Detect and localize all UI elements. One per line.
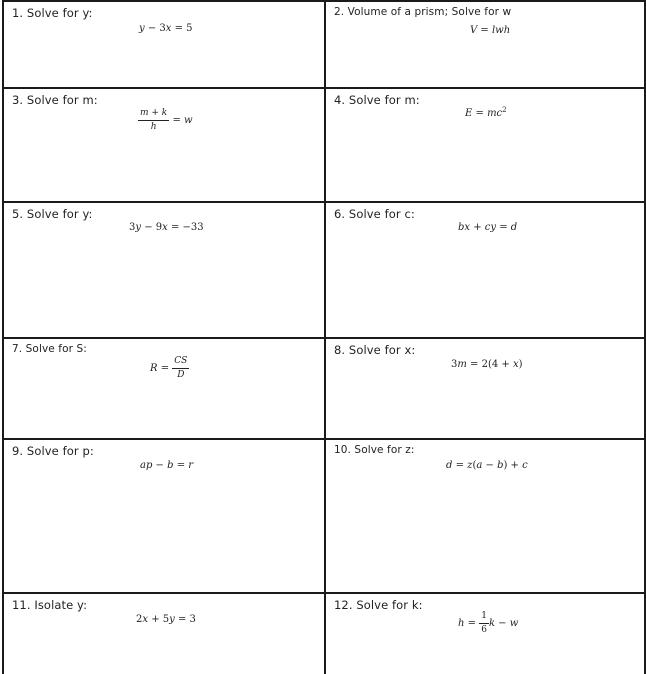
problem-label: 8. Solve for x: <box>334 343 416 357</box>
equation: bx + cy = d <box>458 222 518 233</box>
problem-label: 11. Isolate y: <box>12 598 88 612</box>
problem-label: 5. Solve for y: <box>12 207 93 221</box>
equation: 3y − 9x = −33 <box>129 222 204 233</box>
equation: V = lwh <box>470 25 511 36</box>
problem-cell-11 <box>4 594 324 674</box>
problem-label: 2. Volume of a prism; Solve for w <box>334 6 512 18</box>
problem-label: 4. Solve for m: <box>334 93 420 107</box>
problem-label: 7. Solve for S: <box>12 343 87 355</box>
equation: d = z(a − b) + c <box>446 460 528 471</box>
equation: 3m = 2(4 + x) <box>451 359 523 370</box>
problem-cell-6 <box>326 203 644 337</box>
equation: $\frac{m + k}{h}$ = w <box>140 108 193 132</box>
equation: y − 3x = 5 <box>139 23 193 34</box>
problem-cell-3 <box>4 89 324 201</box>
problem-cell-7 <box>4 339 324 438</box>
problem-cell-5 <box>4 203 324 337</box>
equation: ap − b = r <box>140 460 194 471</box>
problem-cell-10 <box>326 440 644 592</box>
equation: $E = mc^2$ <box>465 106 507 119</box>
problem-label: 6. Solve for c: <box>334 207 415 221</box>
equation: h = $\frac{1}{6}$ k − w <box>458 611 519 635</box>
problem-cell-1 <box>4 2 324 87</box>
worksheet-grid <box>2 0 646 674</box>
problem-label: 3. Solve for m: <box>12 93 98 107</box>
problem-cell-4 <box>326 89 644 201</box>
problem-label: 12. Solve for k: <box>334 598 423 612</box>
problem-cell-2 <box>326 2 644 87</box>
equation: R = $\frac{CS}{D}$ <box>150 356 188 380</box>
equation: 2x + 5y = 3 <box>136 614 196 625</box>
problem-label: 9. Solve for p: <box>12 444 94 458</box>
problem-label: 10. Solve for z: <box>334 444 415 456</box>
problem-label: 1. Solve for y: <box>12 6 93 20</box>
problem-cell-9 <box>4 440 324 592</box>
problem-cell-8 <box>326 339 644 438</box>
problem-cell-12 <box>326 594 644 674</box>
